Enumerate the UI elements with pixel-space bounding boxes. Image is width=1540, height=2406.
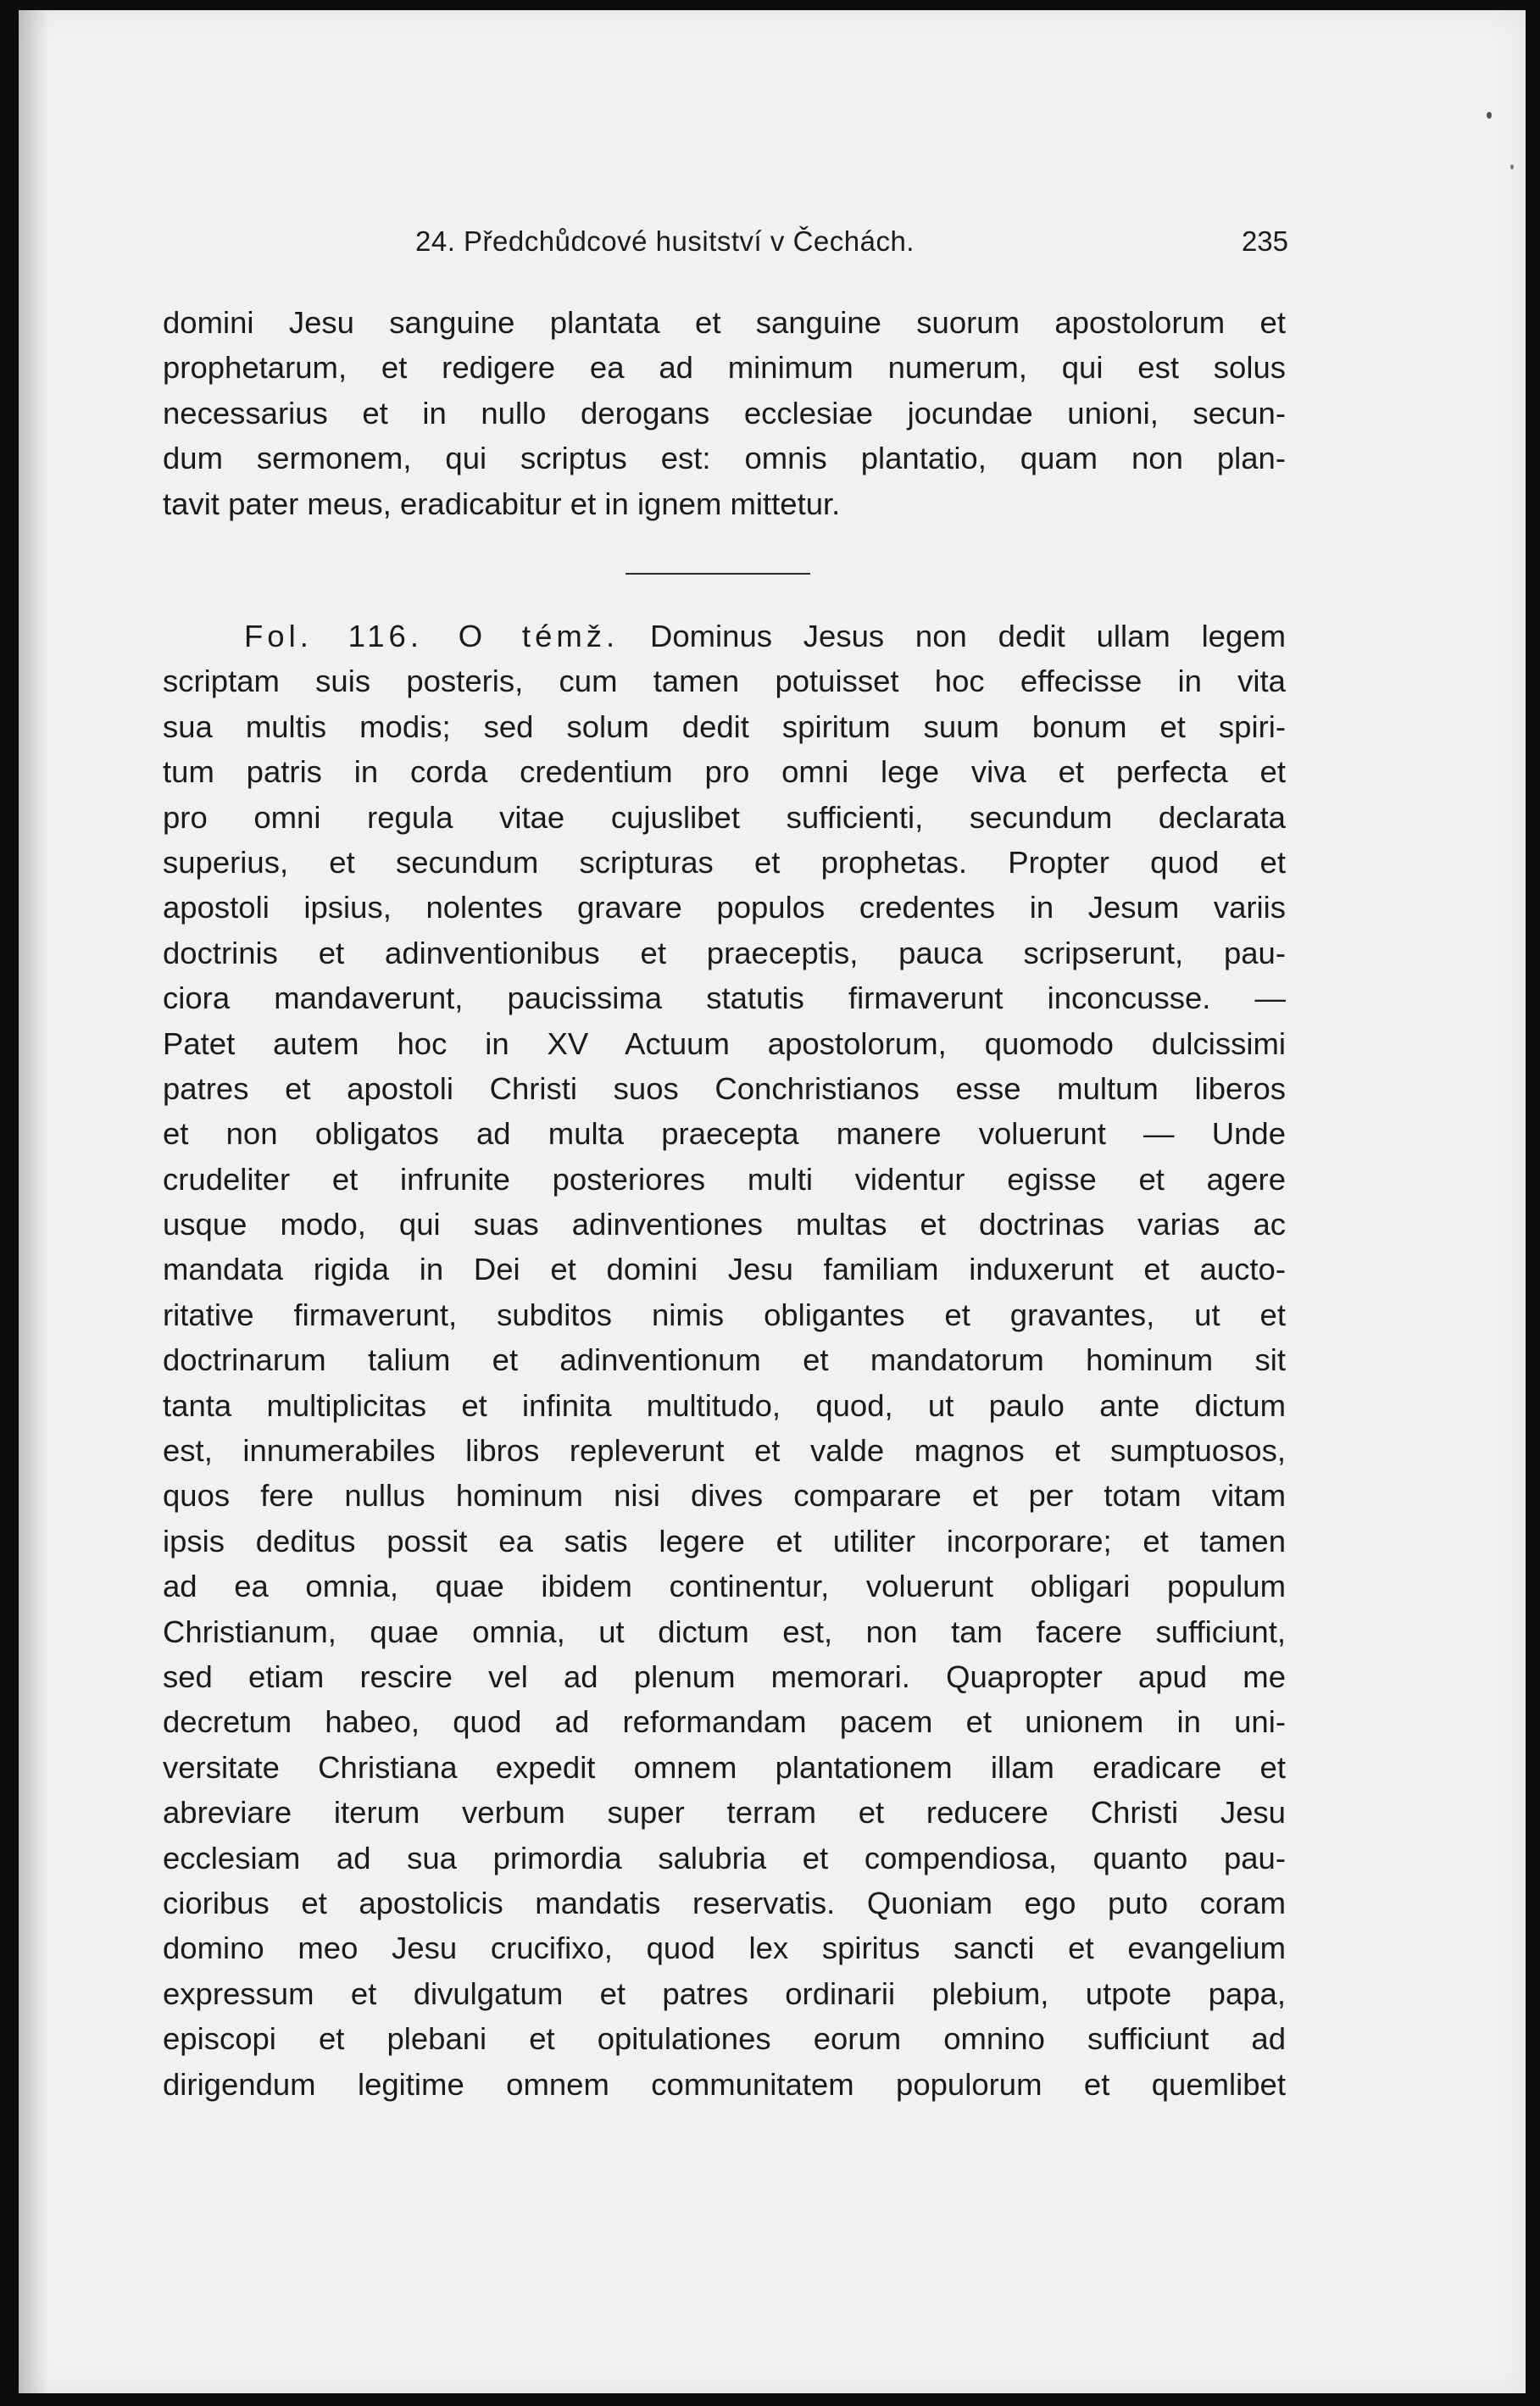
text-line: episcopi et plebani et opitulationes eorum omnino sufficiunt ad xyxy=(163,2021,1286,2057)
text-line: prophetarum, et redigere ea ad minimum numerum, qui est solus xyxy=(163,350,1286,386)
text-line: mandata rigida in Dei et domini Jesu familiam induxerunt et aucto- xyxy=(163,1252,1286,1287)
text-line: Patet autem hoc in XV Actuum apostolorum, quomodo dulcissimi xyxy=(163,1025,1286,1061)
text-line: pro omni regula vitae cujuslibet sufficienti, secundum declarata xyxy=(163,799,1286,835)
text-line: tanta multiplicitas et infinita multitudo, quod, ut paulo ante dictum xyxy=(163,1387,1286,1423)
text-line: sed etiam rescire vel ad plenum memorari. Quapropter apud me xyxy=(163,1659,1286,1694)
text-line: sua multis modis; sed solum dedit spiritum suum bonum et spiri- xyxy=(163,708,1286,744)
text-line: abreviare iterum verbum super terram et reducere Christi Jesu xyxy=(163,1795,1286,1831)
text-line: domino meo Jesu crucifixo, quod lex spiritus sancti et evangelium xyxy=(163,1931,1286,1966)
paragraph-1 xyxy=(163,300,1286,526)
text-line: Christianum, quae omnia, ut dictum est, non tam facere sufficiunt, xyxy=(163,1614,1286,1649)
text-line: dum sermonem, qui scriptus est: omnis plantatio, quam non plan- xyxy=(163,441,1286,476)
text-line: scriptam suis posteris, cum tamen potuisset hoc effecisse in vita xyxy=(163,664,1286,699)
page-number: 235 xyxy=(1241,225,1288,257)
text-line: dirigendum legitime omnem communitatem populorum et quemlibet xyxy=(163,2066,1286,2102)
text-line: et non obligatos ad multa praecepta manere voluerunt — Unde xyxy=(163,1116,1286,1152)
speck-mark xyxy=(1487,112,1492,119)
text-line-rest: Dominus Jesus non dedit ullam legem xyxy=(649,619,1286,653)
section-divider xyxy=(625,573,810,575)
text-line: domini Jesu sanguine plantata et sanguine suorum apostolorum et xyxy=(163,305,1286,340)
text-line: ad ea omnia, quae ibidem continentur, voluerunt obligari populum xyxy=(163,1569,1286,1604)
text-line: quos fere nullus hominum nisi dives comparare et per totam vitam xyxy=(163,1478,1286,1514)
text-line: necessarius et in nullo derogans ecclesiae jocundae unioni, secun- xyxy=(163,395,1286,431)
paragraph-2 xyxy=(163,614,1286,2107)
text-line: decretum habeo, quod ad reformandam pacem et unionem in uni- xyxy=(163,1704,1286,1740)
text-line: ecclesiam ad sua primordia salubria et compendiosa, quanto pau- xyxy=(163,1840,1286,1875)
text-line: expressum et divulgatum et patres ordinarii plebium, utpote papa, xyxy=(163,1975,1286,2011)
text-line: doctrinarum talium et adinventionum et mandatorum hominum sit xyxy=(163,1342,1286,1378)
text-line: superius, et secundum scripturas et prophetas. Propter quod et xyxy=(163,844,1286,880)
text-line: crudeliter et infrunite posteriores multi videntur egisse et agere xyxy=(163,1161,1286,1197)
folio-reference: Fol. 116. O témž. xyxy=(244,619,620,653)
text-line: ritative firmaverunt, subditos nimis obligantes et gravantes, ut et xyxy=(163,1297,1286,1332)
running-head xyxy=(161,219,1288,269)
text-line: tavit pater meus, eradicabitur et in ignem mittetur. xyxy=(163,486,841,521)
text-line: usque modo, qui suas adinventiones multas et doctrinas varias ac xyxy=(163,1207,1286,1242)
text-line: est, innumerabiles libros repleverunt et valde magnos et sumptuosos, xyxy=(163,1433,1286,1469)
text-line: ciora mandaverunt, paucissima statutis firmaverunt inconcusse. — xyxy=(163,981,1286,1016)
text-line: doctrinis et adinventionibus et praeceptis, pauca scripserunt, pau- xyxy=(163,935,1286,970)
chapter-title: 24. Předchůdcové husitství v Čechách. xyxy=(415,225,915,257)
text-line: ipsis deditus possit ea satis legere et utiliter incorporare; et tamen xyxy=(163,1523,1286,1559)
first-line xyxy=(163,614,1286,658)
text-line: versitate Christiana expedit omnem plantationem illam eradicare et xyxy=(163,1749,1286,1785)
text-line: patres et apostoli Christi suos Conchristianos esse multum liberos xyxy=(163,1070,1286,1106)
text-line: cioribus et apostolicis mandatis reservatis. Quoniam ego puto coram xyxy=(163,1885,1286,1920)
text-line: apostoli ipsius, nolentes gravare populos credentes in Jesum variis xyxy=(163,890,1286,925)
text-line: tum patris in corda credentium pro omni lege viva et perfecta et xyxy=(163,754,1286,790)
speck-mark xyxy=(1510,164,1514,169)
gutter-shadow xyxy=(19,10,49,2393)
